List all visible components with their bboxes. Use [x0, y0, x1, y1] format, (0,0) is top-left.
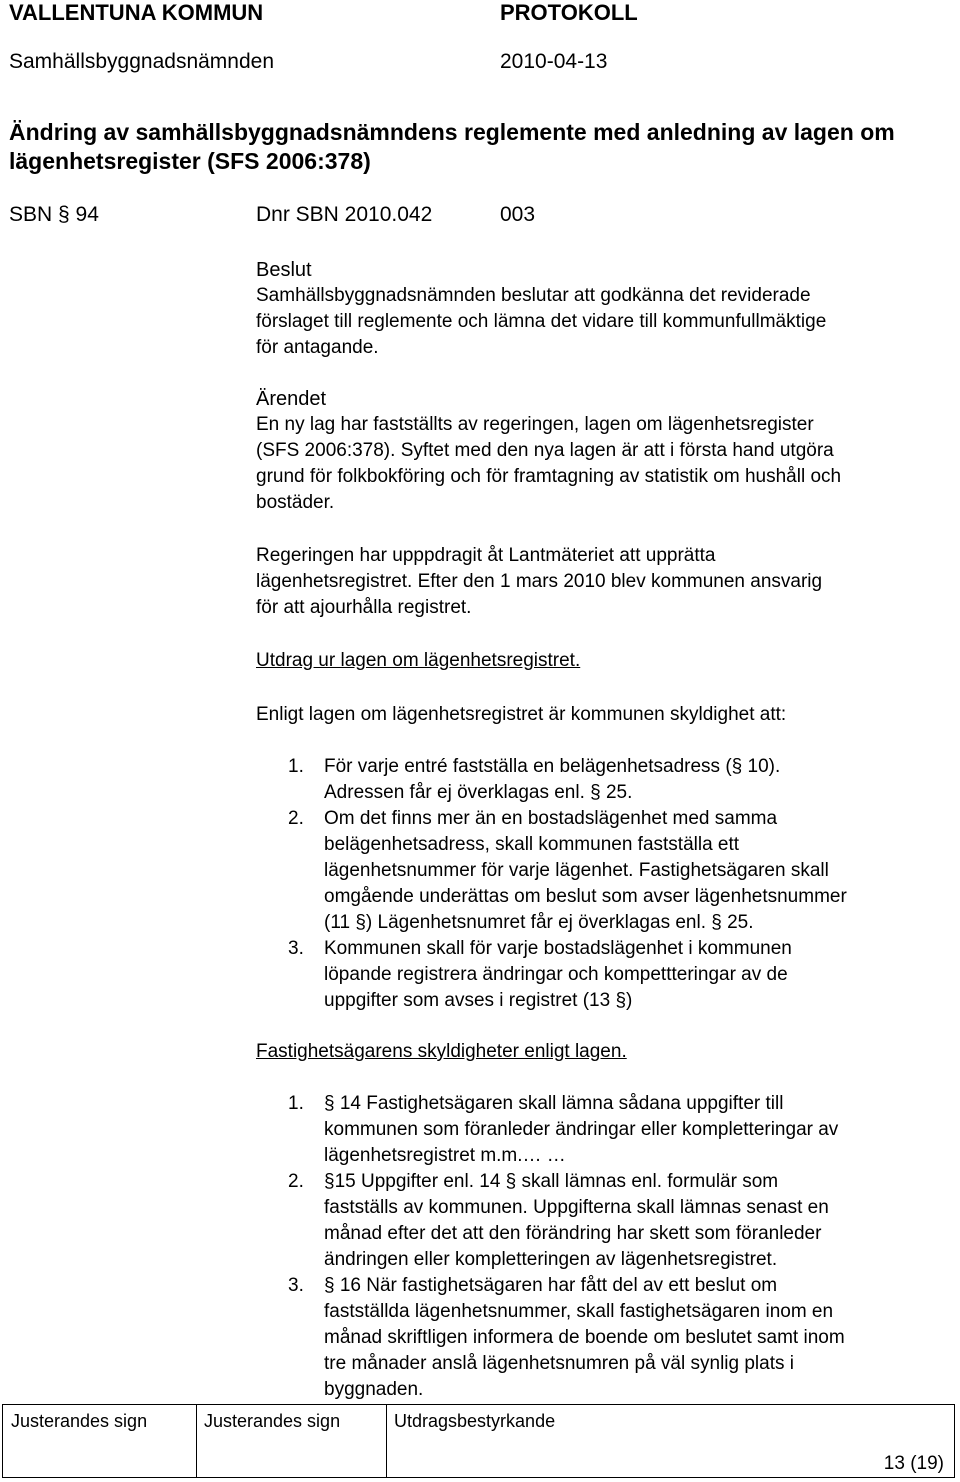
paragraph-number: SBN § 94 — [9, 203, 99, 226]
org-name: VALLENTUNA KOMMUN — [9, 0, 264, 25]
list-item: 1. § 14 Fastighetsägaren skall lämna sådana uppgifter till kommunen som föranleder ändringar eller kompletteringar av lägenhetsregistret m.m.… … — [288, 1093, 839, 1166]
beslut-section: Beslut Samhällsbyggnadsnämnden beslutar att godkänna det reviderade förslaget till reglemente och lämna det vidare till kommunfullmäktige för antagande. — [256, 259, 827, 358]
page-number: 13 (19) — [883, 1453, 944, 1474]
page-title: Ändring av samhällsbyggnadsnämndens reglemente med anledning av lagen om lägenhetsregister (SFS 2006:378) — [9, 119, 895, 174]
arendet-section: Ärendet En ny lag har fastställts av regeringen, lagen om lägenhetsregister (SFS 2006:378). Syftet med den nya lagen är att i första hand utgöra grund för folkbokföring och för framtagning av statistik om hushåll och bostäder. — [256, 388, 842, 513]
list-item: 3. Kommunen skall för varje bostadslägenhet i kommunen löpande registrera ändringar och kompettteringar av de uppgifter som avses i registret (13 §) — [288, 938, 792, 1011]
beslut-heading: Beslut — [256, 259, 312, 281]
extract-label: Utdragsbestyrkande — [394, 1411, 556, 1431]
signature-label: Justerandes sign — [11, 1411, 148, 1431]
owner-duties-list — [288, 1091, 845, 1403]
intro-text: Enligt lagen om lägenhetsregistret är kommunen skyldighet att: — [256, 704, 787, 725]
list-item: 2. Om det finns mer än en bostadslägenhet med samma belägenhetsadress, skall kommunen fastställa ett lägenhetsnummer för varje lägenhet. Fastighetsägaren skall omgående underättas om beslut som avser lägenhetsnummer (11 §) Lägenhetsnumret får ej överklagas enl. § 25. — [288, 808, 847, 933]
municipality-duties-list — [288, 754, 847, 1014]
board-name: Samhällsbyggnadsnämnden — [9, 50, 275, 73]
signature-box-1 — [3, 1405, 197, 1477]
list-item: 1. För varje entré fastställa en belägenhetsadress (§ 10). Adressen får ej överklagas enl. § 25. — [288, 756, 781, 803]
list-item: 2. §15 Uppgifter enl. 14 § skall lämnas enl. formulär som fastställs av kommunen. Uppgifterna skall lämnas senast en månad efter det att den förändring har skett som föranleder ändringen eller kompletteringen av lägenhetsregistret. — [288, 1171, 829, 1270]
subheading-fastighetsagare: Fastighetsägarens skyldigheter enligt lagen. — [256, 1041, 627, 1062]
signature-footer — [2, 1404, 955, 1478]
archive-code: 003 — [500, 203, 536, 226]
signature-label: Justerandes sign — [204, 1411, 341, 1431]
list-item: 3. § 16 När fastighetsägaren har fått del av ett beslut om fastställda lägenhetsnummer, skall fastighetsägaren inom en månad skriftligen informera de boende om beslutet samt inom tre månader anslå lägenhetsnumren på väl synlig plats i byggnaden. — [288, 1275, 845, 1400]
diary-number: Dnr SBN 2010.042 — [256, 203, 433, 226]
subheading-utdrag: Utdrag ur lagen om lägenhetsregistret. — [256, 650, 581, 671]
paragraph-lantmateriet: Regeringen har upppdragit åt Lantmäteriet att upprätta lägenhetsregistret. Efter den 1 mars 2010 blev kommunen ansvarig för att ajourhålla registret. — [256, 545, 823, 618]
meeting-date: 2010-04-13 — [500, 50, 608, 73]
arendet-heading: Ärendet — [256, 388, 327, 410]
signature-box-2 — [196, 1405, 387, 1477]
document-type: PROTOKOLL — [500, 0, 638, 25]
